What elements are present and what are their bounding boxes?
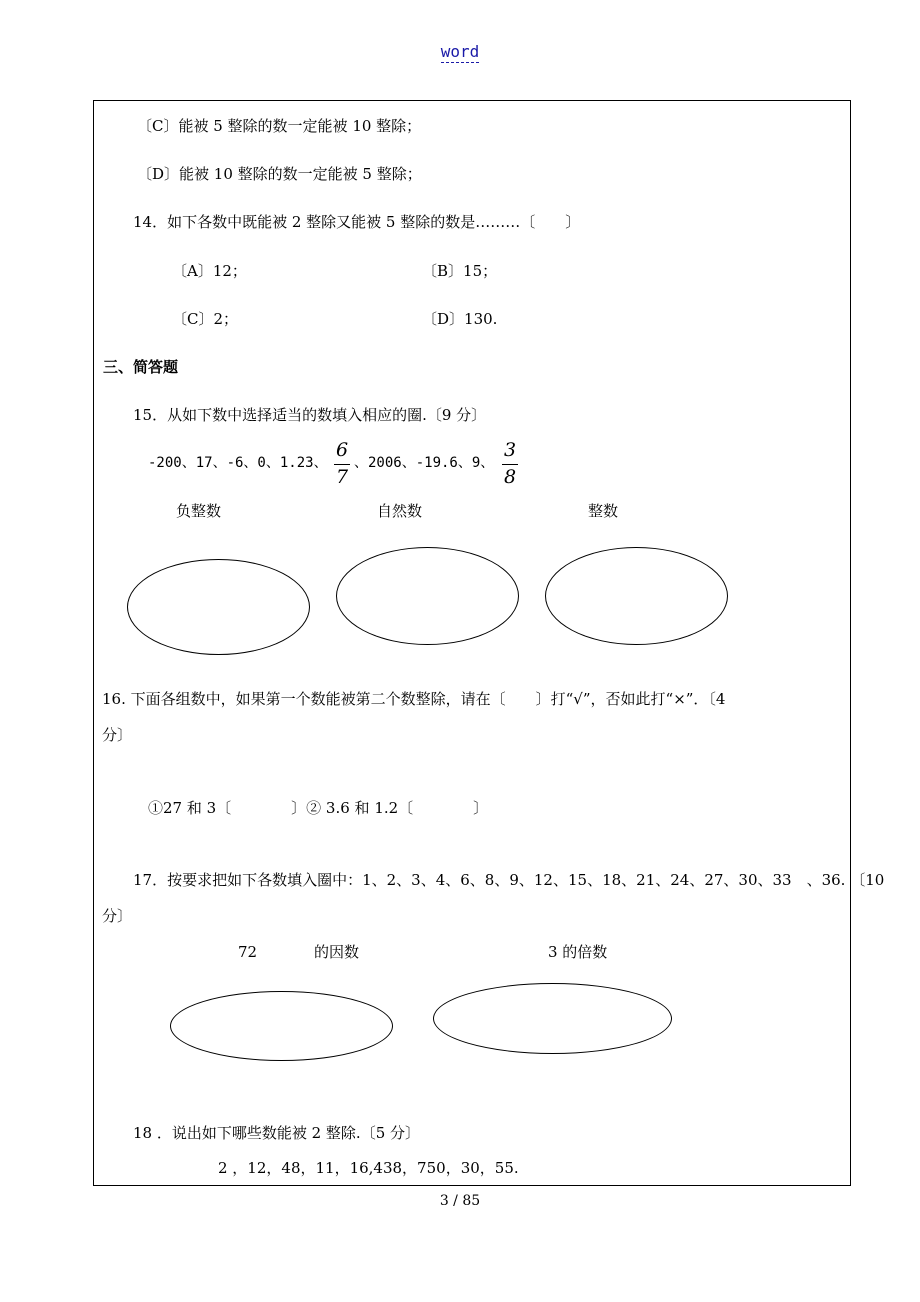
fraction-bar (334, 464, 350, 465)
q15-fraction-3-8 (502, 441, 518, 487)
q17-circle-factors-of-72 (170, 991, 393, 1061)
q17-stem-line1: 17．按要求把如下各数填入圈中：1、2、3、4、6、8、9、12、15、18、21、24、27、30、33 、36. 〔10 (133, 871, 885, 889)
q14-option-b: 〔B〕15； (422, 262, 498, 280)
q14-stem: 14．如下各数中既能被 2 整除又能被 5 整除的数是………〔 〕 (133, 213, 581, 231)
q14-option-a: 〔A〕12； (172, 262, 247, 280)
q16-stem-line1: 16. 下面各组数中，如果第一个数能被第二个数整除，请在〔 〕打“√”，否如此打“×”．〔4 (102, 690, 726, 708)
q15-label-natural-numbers: 自然数 (377, 502, 423, 520)
q14-option-d: 〔D〕130. (422, 310, 498, 328)
q15-fraction-6-7 (334, 441, 350, 487)
fraction-bar (502, 464, 518, 465)
q17-stem-line2: 分〕 (102, 907, 133, 925)
q15-stem: 15．从如下数中选择适当的数填入相应的圈.〔9 分〕 (133, 406, 487, 424)
q18-stem: 18 ．说出如下哪些数能被 2 整除.〔5 分〕 (133, 1124, 421, 1142)
q16-stem-line2: 分〕 (102, 726, 133, 744)
q15-label-negative-integers: 负整数 (176, 502, 222, 520)
fraction-numerator: 3 (503, 439, 517, 461)
q15-numbers-part2: 、2006、-19.6、9、 (354, 455, 495, 471)
q16-items: ①27 和 3〔 〕② 3.6 和 1.2〔 〕 (148, 799, 489, 817)
q15-numbers-part1: -200、17、-6、0、1.23、 (148, 455, 328, 471)
section-3-title: 三、简答题 (103, 358, 179, 376)
q15-circle-natural-numbers (336, 547, 519, 645)
header-word-link[interactable]: word (440, 42, 480, 61)
q17-label-multiples-of-3: 3 的倍数 (548, 943, 608, 961)
q17-label-72: 72 (238, 943, 258, 961)
fraction-numerator: 6 (335, 439, 349, 461)
q13-option-d: 〔D〕能被 10 整除的数一定能被 5 整除； (137, 165, 422, 183)
page-number: 3 / 85 (439, 1193, 481, 1209)
q15-circle-integers (545, 547, 728, 645)
q13-option-c: 〔C〕能被 5 整除的数一定能被 10 整除； (137, 117, 422, 135)
fraction-denominator: 8 (503, 466, 517, 488)
q17-circle-multiples-of-3 (433, 983, 672, 1054)
q14-option-c: 〔C〕2； (172, 310, 239, 328)
q15-circle-negative-integers (127, 559, 310, 655)
q15-label-integers: 整数 (588, 502, 619, 520)
fraction-denominator: 7 (335, 466, 349, 488)
q18-numbers: 2 ，12，48，11，16,438，750，30，55. (218, 1159, 519, 1177)
q17-label-factors: 的因数 (314, 943, 360, 961)
